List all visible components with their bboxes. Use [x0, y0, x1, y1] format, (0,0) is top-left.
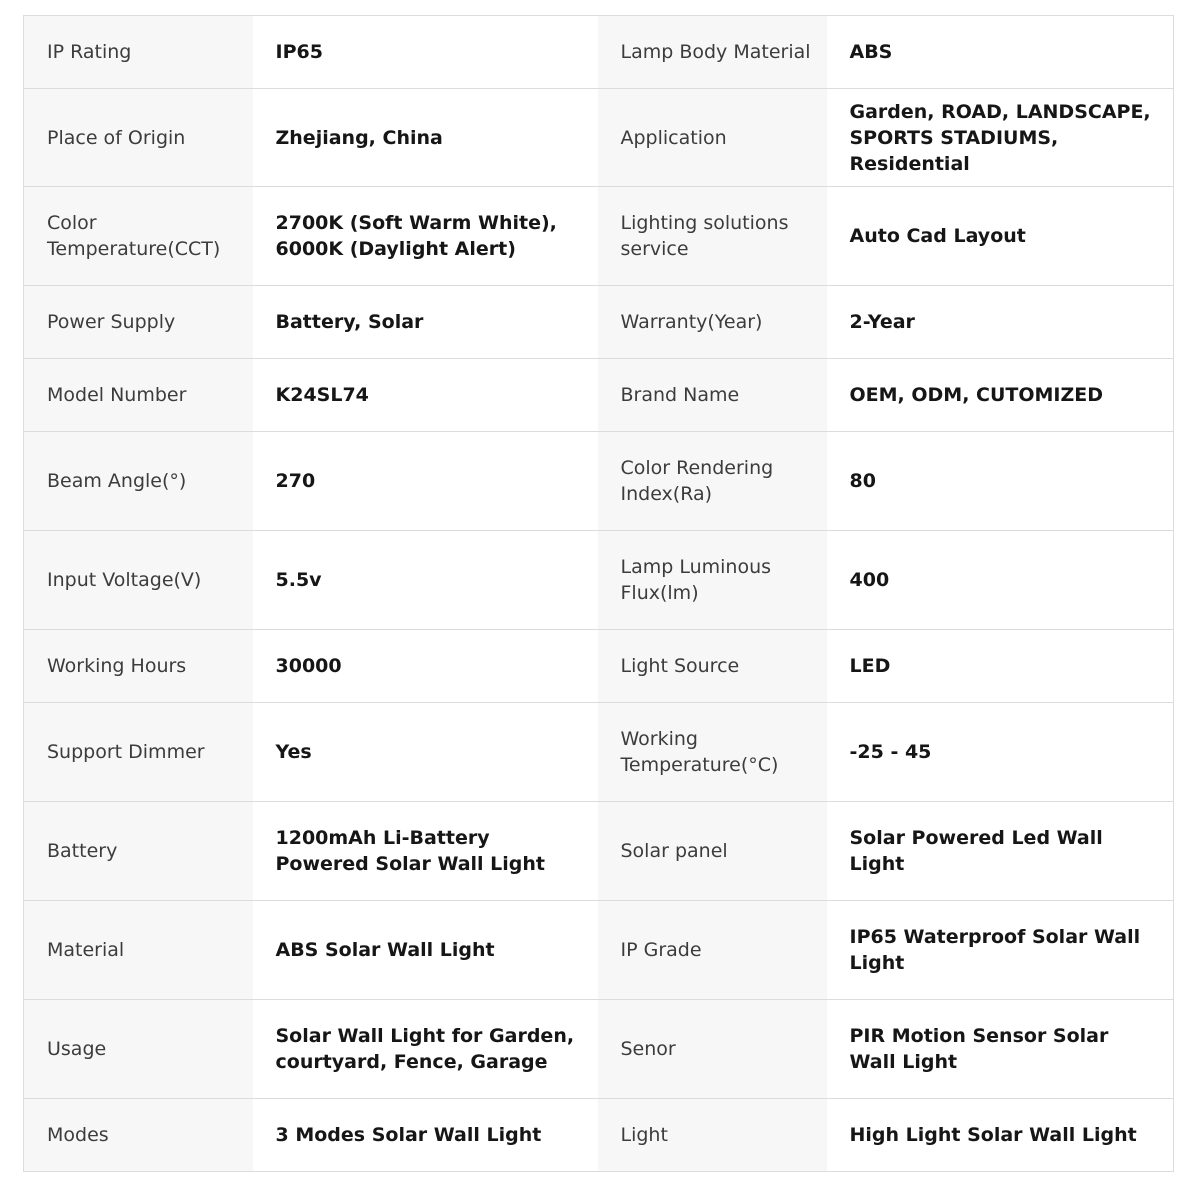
table-row [24, 16, 1174, 89]
spec-label: Model Number [24, 359, 253, 432]
spec-label: Place of Origin [24, 89, 253, 187]
table-row [24, 1000, 1174, 1099]
spec-label: Support Dimmer [24, 703, 253, 802]
table-row [24, 286, 1174, 359]
spec-label: Senor [598, 1000, 827, 1099]
spec-value: Solar Wall Light for Garden, courtyard, Fence, Garage [253, 1000, 598, 1099]
spec-label: Lighting solutions service [598, 187, 827, 286]
product-spec-table [23, 15, 1174, 1172]
spec-label: Battery [24, 802, 253, 901]
spec-label: Warranty(Year) [598, 286, 827, 359]
spec-label: Beam Angle(°) [24, 432, 253, 531]
table-row [24, 531, 1174, 630]
spec-label: Working Hours [24, 630, 253, 703]
spec-value: 2-Year [827, 286, 1174, 359]
table-row [24, 432, 1174, 531]
spec-label: IP Rating [24, 16, 253, 89]
spec-label: Usage [24, 1000, 253, 1099]
spec-value: High Light Solar Wall Light [827, 1099, 1174, 1172]
spec-label: Light Source [598, 630, 827, 703]
spec-value: 30000 [253, 630, 598, 703]
spec-label: Working Temperature(°C) [598, 703, 827, 802]
spec-value: Yes [253, 703, 598, 802]
spec-label: IP Grade [598, 901, 827, 1000]
spec-value: -25 - 45 [827, 703, 1174, 802]
spec-label: Material [24, 901, 253, 1000]
table-row [24, 630, 1174, 703]
spec-label: Lamp Luminous Flux(lm) [598, 531, 827, 630]
spec-value: IP65 [253, 16, 598, 89]
spec-value: 270 [253, 432, 598, 531]
table-row [24, 1099, 1174, 1172]
spec-label: Application [598, 89, 827, 187]
table-row [24, 802, 1174, 901]
spec-label: Light [598, 1099, 827, 1172]
spec-label: Power Supply [24, 286, 253, 359]
table-row [24, 703, 1174, 802]
spec-value: 3 Modes Solar Wall Light [253, 1099, 598, 1172]
spec-value: ABS Solar Wall Light [253, 901, 598, 1000]
table-row [24, 89, 1174, 187]
spec-value: 5.5v [253, 531, 598, 630]
spec-label: Lamp Body Material [598, 16, 827, 89]
spec-label: Input Voltage(V) [24, 531, 253, 630]
spec-value: Battery, Solar [253, 286, 598, 359]
spec-value: 1200mAh Li-Battery Powered Solar Wall Light [253, 802, 598, 901]
spec-value: Auto Cad Layout [827, 187, 1174, 286]
table-row [24, 901, 1174, 1000]
spec-label: Color Rendering Index(Ra) [598, 432, 827, 531]
spec-value: 2700K (Soft Warm White), 6000K (Daylight Alert) [253, 187, 598, 286]
table-row [24, 187, 1174, 286]
spec-value: PIR Motion Sensor Solar Wall Light [827, 1000, 1174, 1099]
spec-value: LED [827, 630, 1174, 703]
spec-value: 400 [827, 531, 1174, 630]
table-row [24, 359, 1174, 432]
spec-label: Color Temperature(CCT) [24, 187, 253, 286]
spec-value: K24SL74 [253, 359, 598, 432]
spec-label: Modes [24, 1099, 253, 1172]
spec-value: OEM, ODM, CUTOMIZED [827, 359, 1174, 432]
spec-value: Zhejiang, China [253, 89, 598, 187]
spec-value: ABS [827, 16, 1174, 89]
spec-value: Solar Powered Led Wall Light [827, 802, 1174, 901]
spec-label: Brand Name [598, 359, 827, 432]
spec-label: Solar panel [598, 802, 827, 901]
spec-value: 80 [827, 432, 1174, 531]
spec-value: Garden, ROAD, LANDSCAPE, SPORTS STADIUMS, Residential [827, 89, 1174, 187]
spec-value: IP65 Waterproof Solar Wall Light [827, 901, 1174, 1000]
